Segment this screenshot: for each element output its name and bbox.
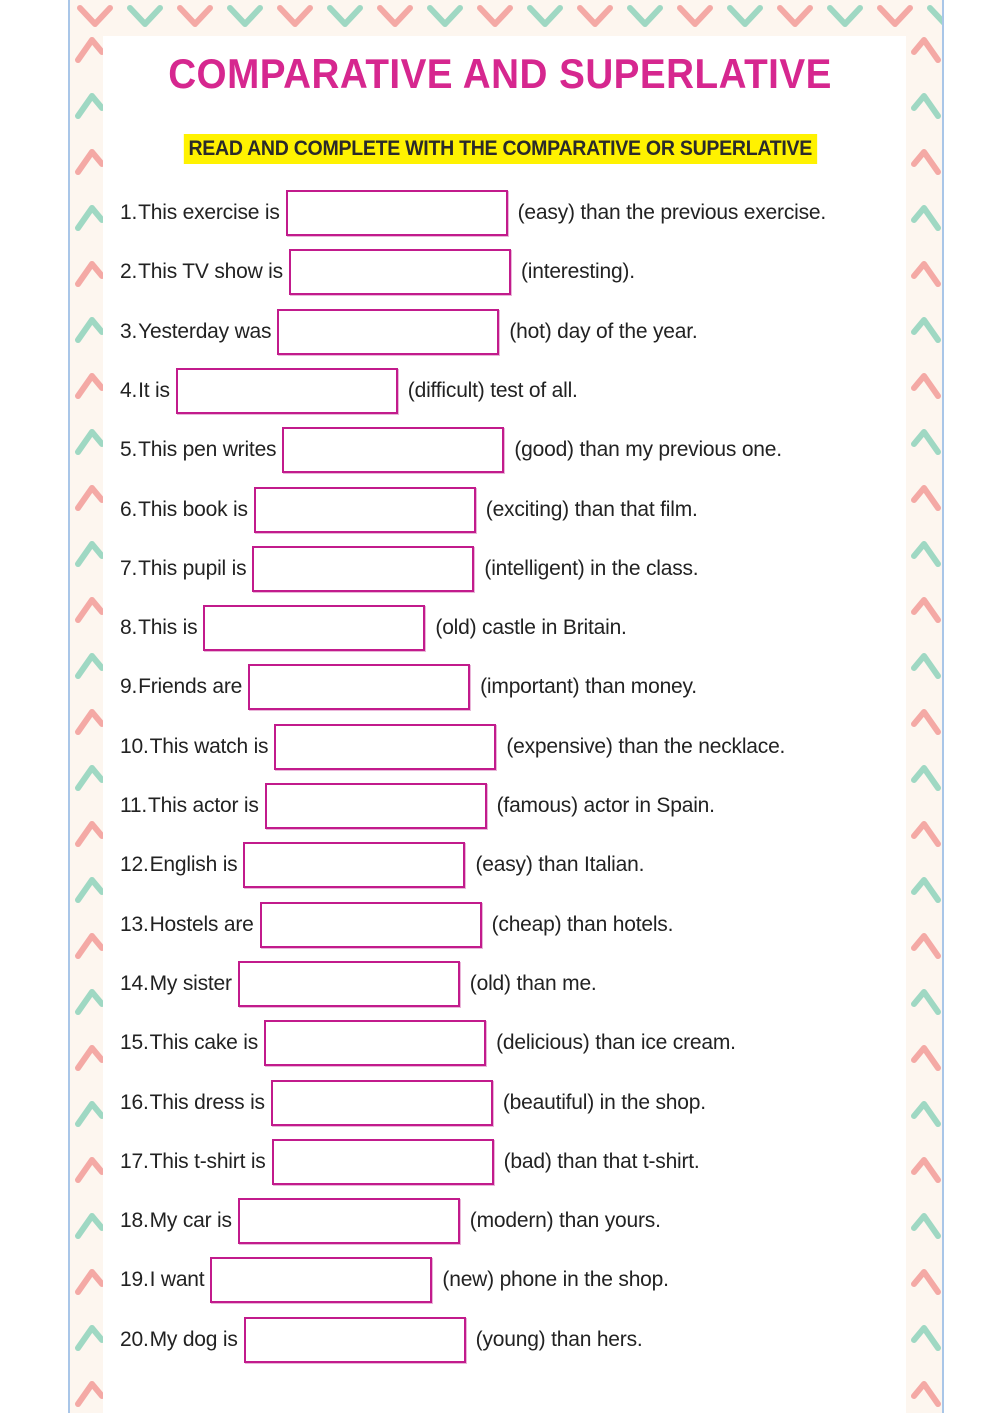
sentence-start: This pupil is (138, 556, 247, 580)
page-title: COMPARATIVE AND SUPERLATIVE (168, 50, 832, 97)
sentence-start: My dog is (149, 1327, 238, 1351)
item-number: 19. (120, 1268, 149, 1292)
answer-field[interactable] (248, 664, 470, 710)
sentence-end: (interesting). (520, 260, 635, 284)
answer-field[interactable] (265, 783, 487, 829)
exercise-item (120, 840, 644, 890)
item-number: 10. (120, 734, 149, 758)
exercise-item (120, 1137, 700, 1187)
sentence-start: This exercise is (138, 201, 280, 224)
sentence-start: This actor is (148, 794, 259, 817)
exercise-item (120, 900, 673, 950)
sentence-end: (intelligent) in the class. (484, 556, 699, 580)
exercise-item (120, 485, 698, 535)
answer-field[interactable] (289, 249, 511, 295)
sentence-start: This cake is (149, 1031, 259, 1055)
item-number: 17. (120, 1149, 149, 1173)
exercise-item (120, 1315, 643, 1365)
sentence-start: My sister (149, 971, 232, 995)
exercise-item (120, 247, 635, 297)
item-number: 3. (120, 319, 138, 343)
exercise-item (120, 1255, 669, 1305)
exercise-item (120, 425, 782, 475)
sentence-end: (important) than money. (480, 675, 697, 699)
sentence-start: This dress is (149, 1090, 265, 1114)
sentence-start: Friends are (138, 675, 243, 699)
item-number: 11. (120, 794, 148, 817)
exercise-item (120, 1018, 736, 1068)
item-number: 8. (120, 616, 138, 640)
answer-field[interactable] (277, 309, 499, 355)
exercise-item (120, 1196, 661, 1246)
sentence-end: (beautiful) in the shop. (502, 1090, 706, 1114)
sentence-start: I want (149, 1268, 205, 1292)
item-number: 12. (120, 853, 149, 877)
answer-field[interactable] (176, 368, 398, 414)
answer-field[interactable] (274, 724, 496, 770)
sentence-start: This book is (138, 497, 248, 521)
sentence-start: It is (138, 378, 170, 402)
sentence-end: (delicious) than ice cream. (496, 1031, 736, 1055)
item-number: 18. (120, 1209, 149, 1233)
exercise-item (120, 603, 627, 653)
answer-field[interactable] (286, 190, 508, 236)
sentence-start: This TV show is (138, 260, 283, 284)
answer-field[interactable] (252, 546, 474, 592)
item-number: 4. (120, 378, 138, 402)
sentence-start: This pen writes (138, 438, 277, 462)
sentence-end: (good) than my previous one. (514, 438, 782, 462)
exercise-item (120, 366, 578, 416)
sentence-end: (easy) than Italian. (475, 853, 645, 877)
exercise-item (120, 722, 785, 772)
answer-field[interactable] (243, 842, 465, 888)
sentence-end: (cheap) than hotels. (491, 912, 674, 936)
sentence-end: (hot) day of the year. (509, 319, 698, 343)
item-number: 15. (120, 1031, 149, 1055)
sentence-end: (young) than hers. (475, 1327, 643, 1351)
item-number: 1. (120, 201, 138, 224)
exercise-item (120, 662, 697, 712)
sentence-end: (expensive) than the necklace. (506, 734, 786, 758)
item-number: 2. (120, 260, 138, 284)
item-number: 7. (120, 556, 138, 580)
item-number: 5. (120, 438, 138, 462)
sentence-start: This t-shirt is (149, 1149, 266, 1173)
sentence-end: (difficult) test of all. (407, 378, 578, 402)
sentence-start: Yesterday was (138, 319, 272, 343)
answer-field[interactable] (238, 1198, 460, 1244)
answer-field[interactable] (238, 961, 460, 1007)
instruction-wrap (0, 134, 1000, 164)
item-number: 9. (120, 675, 138, 699)
sentence-end: (old) castle in Britain. (435, 616, 627, 640)
sentence-end: (easy) than the previous exercise. (517, 201, 826, 224)
answer-field[interactable] (271, 1080, 493, 1126)
exercise-item (120, 959, 597, 1009)
sentence-start: This watch is (149, 734, 269, 758)
sentence-start: Hostels are (149, 912, 254, 936)
answer-field[interactable] (203, 605, 425, 651)
sentence-end: (new) phone in the shop. (442, 1268, 669, 1292)
item-number: 14. (120, 971, 149, 995)
answer-field[interactable] (260, 902, 482, 948)
answer-field[interactable] (244, 1317, 466, 1363)
item-number: 16. (120, 1090, 149, 1114)
sentence-end: (old) than me. (469, 971, 597, 995)
sentence-end: (exciting) than that film. (485, 497, 698, 521)
exercise-item (120, 781, 715, 831)
item-number: 13. (120, 912, 149, 936)
exercise-item (120, 188, 826, 238)
answer-field[interactable] (254, 487, 476, 533)
sentence-start: My car is (149, 1209, 232, 1233)
sentence-start: This is (138, 616, 198, 640)
answer-field[interactable] (210, 1257, 432, 1303)
answer-field[interactable] (282, 427, 504, 473)
sentence-start: English is (149, 853, 238, 877)
answer-field[interactable] (272, 1139, 494, 1185)
exercise-item (120, 1078, 706, 1128)
instruction-banner: READ AND COMPLETE WITH THE COMPARATIVE OR SUPERLATIVE (184, 134, 817, 164)
exercise-item (120, 544, 698, 594)
sentence-end: (famous) actor in Spain. (496, 794, 715, 817)
exercise-item (120, 307, 698, 357)
sentence-end: (modern) than yours. (469, 1209, 661, 1233)
item-number: 6. (120, 497, 138, 521)
sentence-end: (bad) than that t-shirt. (503, 1149, 700, 1173)
item-number: 20. (120, 1327, 149, 1351)
answer-field[interactable] (264, 1020, 486, 1066)
